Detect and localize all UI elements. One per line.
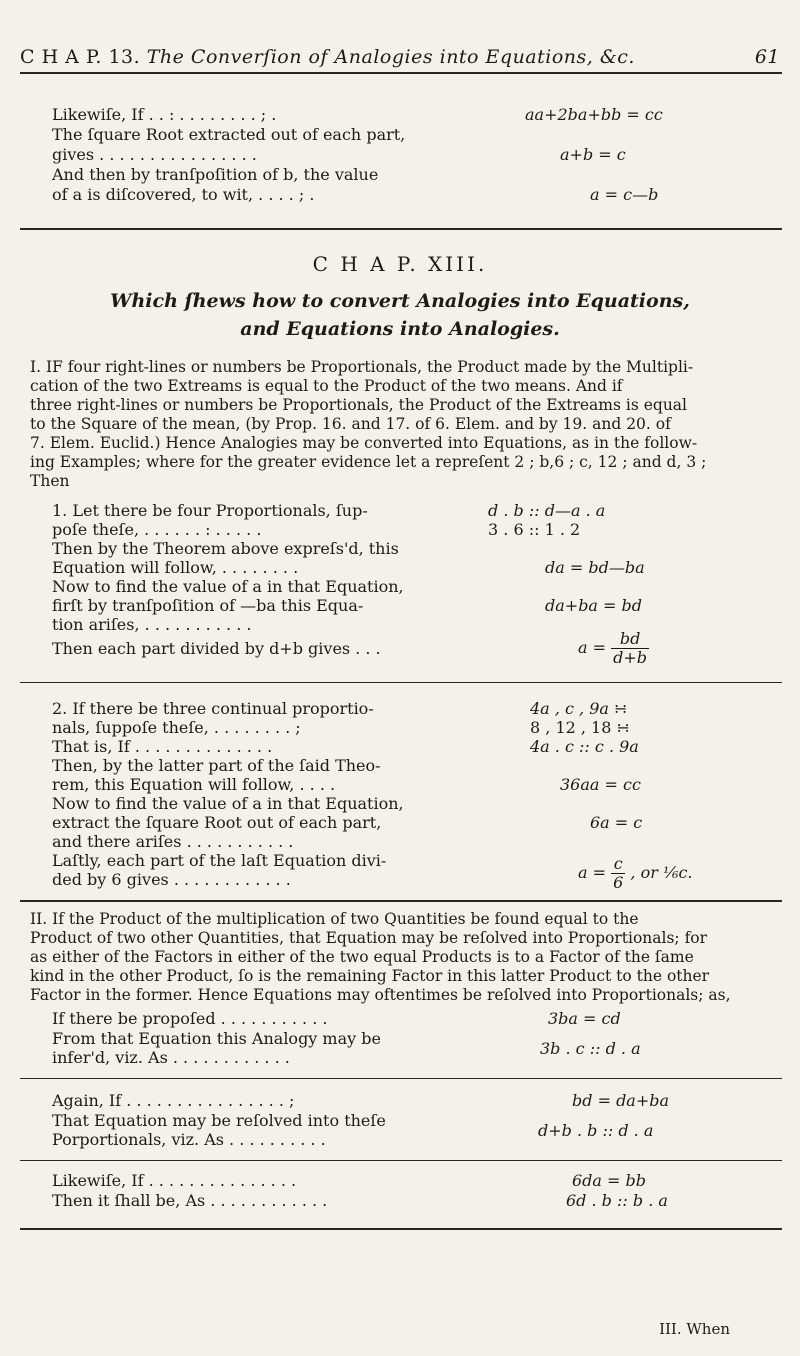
text-line: kind in the other Product, ſo is the remaining Factor in this latter Product to the other [30,967,710,985]
text-line: nals, ſuppoſe theſe, . . . . . . . . ; [52,718,301,737]
part-two-paragraph [30,910,785,1005]
equation: aa+2ba+bb = cc [525,105,663,124]
text-line: 1. Let there be four Proportionals, ſup- [52,501,368,520]
text-line: cation of the two Extreams is equal to the Product of the two means. And if [30,377,623,395]
section-rule [20,1228,782,1230]
text-line: Then each part divided by d+b gives . . . [52,639,381,658]
fraction-denominator: 6 [613,873,624,892]
equation: a+b = c [560,145,626,164]
equation: a = c—b [590,185,659,204]
text-line: Porportionals, viz. As . . . . . . . . . . [52,1130,326,1149]
text-line: Then by the Theorem above expreſs'd, this [52,539,399,558]
running-title: The Converſion of Analogies into Equations, &c. [146,46,635,68]
equation: bd = da+ba [572,1091,670,1110]
fraction-numerator: c [611,855,625,874]
equation: 4a . c :: c . 9a [530,737,639,756]
equation [578,855,693,892]
example-rule [20,682,782,683]
section-rule [20,900,782,902]
fraction-numerator: bd [611,630,649,649]
text-line: I. IF four right-lines or numbers be Proportionals, the Product made by the Multipli- [30,358,694,376]
example-rule [20,1078,782,1079]
text-line: ded by 6 gives . . . . . . . . . . . . [52,870,291,889]
text-line: poſe theſe, . . . . . . : . . . . . [52,520,262,539]
equation: 3ba = cd [548,1009,621,1028]
text-line: Then it ſhall be, As . . . . . . . . . . . . [52,1191,328,1210]
text-line: Again, If . . . . . . . . . . . . . . . . ; [52,1091,295,1110]
section-rule [20,228,782,230]
equation-lhs: a = [578,863,607,882]
fraction-denominator: d+b [613,648,648,667]
chapter-subtitle: and Equations into Analogies. [240,318,560,340]
equation-lhs: a = [578,638,607,657]
intro-paragraph [30,358,785,491]
text-line: Equation will follow, . . . . . . . . [52,558,299,577]
equation: 6d . b :: b . a [566,1191,668,1210]
text-line: And then by tranſpoſition of b, the value [52,165,379,184]
text-line: That Equation may be reſolved into theſe [52,1111,386,1130]
chapter-heading: C H A P. XIII. [312,252,488,276]
text-line: Factor in the former. Hence Equations may oftentimes be reſolved into Proportionals; as, [30,986,731,1004]
equation: 36aa = cc [560,775,641,794]
example-rule [20,1160,782,1161]
text-line: If there be propoſed . . . . . . . . . . . [52,1009,328,1028]
text-line: and there ariſes . . . . . . . . . . . [52,832,294,851]
header-rule [20,72,782,74]
text-line: of a is diſcovered, to wit, . . . . ; . [52,185,315,204]
text-line: as either of the Factors in either of the two equal Products is to a Factor of the ſame [30,948,694,966]
text-line: extract the ſquare Root out of each part, [52,813,382,832]
text-line: Now to find the value of a in that Equation, [52,794,404,813]
equation [578,630,649,667]
text-line: Laſtly, each part of the laſt Equation divi- [52,851,387,870]
text-line: Likewiſe, If . . : . . . . . . . . ; . [52,105,277,124]
equation: 3 . 6 :: 1 . 2 [488,520,581,539]
equation-tail: , or ⅙c. [630,863,693,882]
text-line: The ſquare Root extracted out of each part, [52,125,406,144]
text-line: infer'd, viz. As . . . . . . . . . . . . [52,1048,290,1067]
text-line: 7. Elem. Euclid.) Hence Analogies may be converted into Equations, as in the follow- [30,434,698,452]
chapter-label: C H A P. 13. [20,46,141,68]
equation: da = bd—ba [545,558,645,577]
text-line: rem, this Equation will follow, . . . . [52,775,336,794]
chapter-subtitle: Which ſhews how to convert Analogies into Equations, [110,290,690,312]
equation: da+ba = bd [545,596,643,615]
fraction [611,855,625,892]
text-line: to the Square of the mean, (by Prop. 16. and 17. of 6. Elem. and by 19. and 20. of [30,415,671,433]
text-line: tion ariſes, . . . . . . . . . . . [52,615,252,634]
equation: 6a = c [590,813,643,832]
fraction [611,630,649,667]
running-header [20,46,780,68]
equation: 6da = bb [572,1171,647,1190]
text-line: Now to find the value of a in that Equation, [52,577,404,596]
text-line: II. If the Product of the multiplication of two Quantities be found equal to the [30,910,639,928]
text-line: gives . . . . . . . . . . . . . . . . [52,145,257,164]
equation: 8 , 12 , 18 ∺ [530,718,630,737]
equation: 4a , c , 9a ∺ [530,699,628,718]
text-line: firſt by tranſpoſition of —ba this Equa- [52,596,364,615]
page-number: 61 [754,46,780,68]
text-line: Then, by the latter part of the ſaid Theo- [52,756,381,775]
text-line: 2. If there be three continual proportio- [52,699,374,718]
text-line: That is, If . . . . . . . . . . . . . . [52,737,273,756]
text-line: Product of two other Quantities, that Equation may be reſolved into Proportionals; for [30,929,708,947]
equation: d+b . b :: d . a [538,1121,654,1140]
equation: 3b . c :: d . a [540,1039,641,1058]
text-line: Likewiſe, If . . . . . . . . . . . . . . . [52,1171,297,1190]
equation: d . b :: d—a . a [488,501,606,520]
text-line: three right-lines or numbers be Proportionals, the Product of the Extreams is equal [30,396,687,414]
catchword: III. When [659,1320,730,1338]
text-line: ing Examples; where for the greater evidence let a repreſent 2 ; b,6 ; c, 12 ; and d, 3 ; [30,453,707,471]
text-line: Then [30,472,70,490]
text-line: From that Equation this Analogy may be [52,1029,381,1048]
